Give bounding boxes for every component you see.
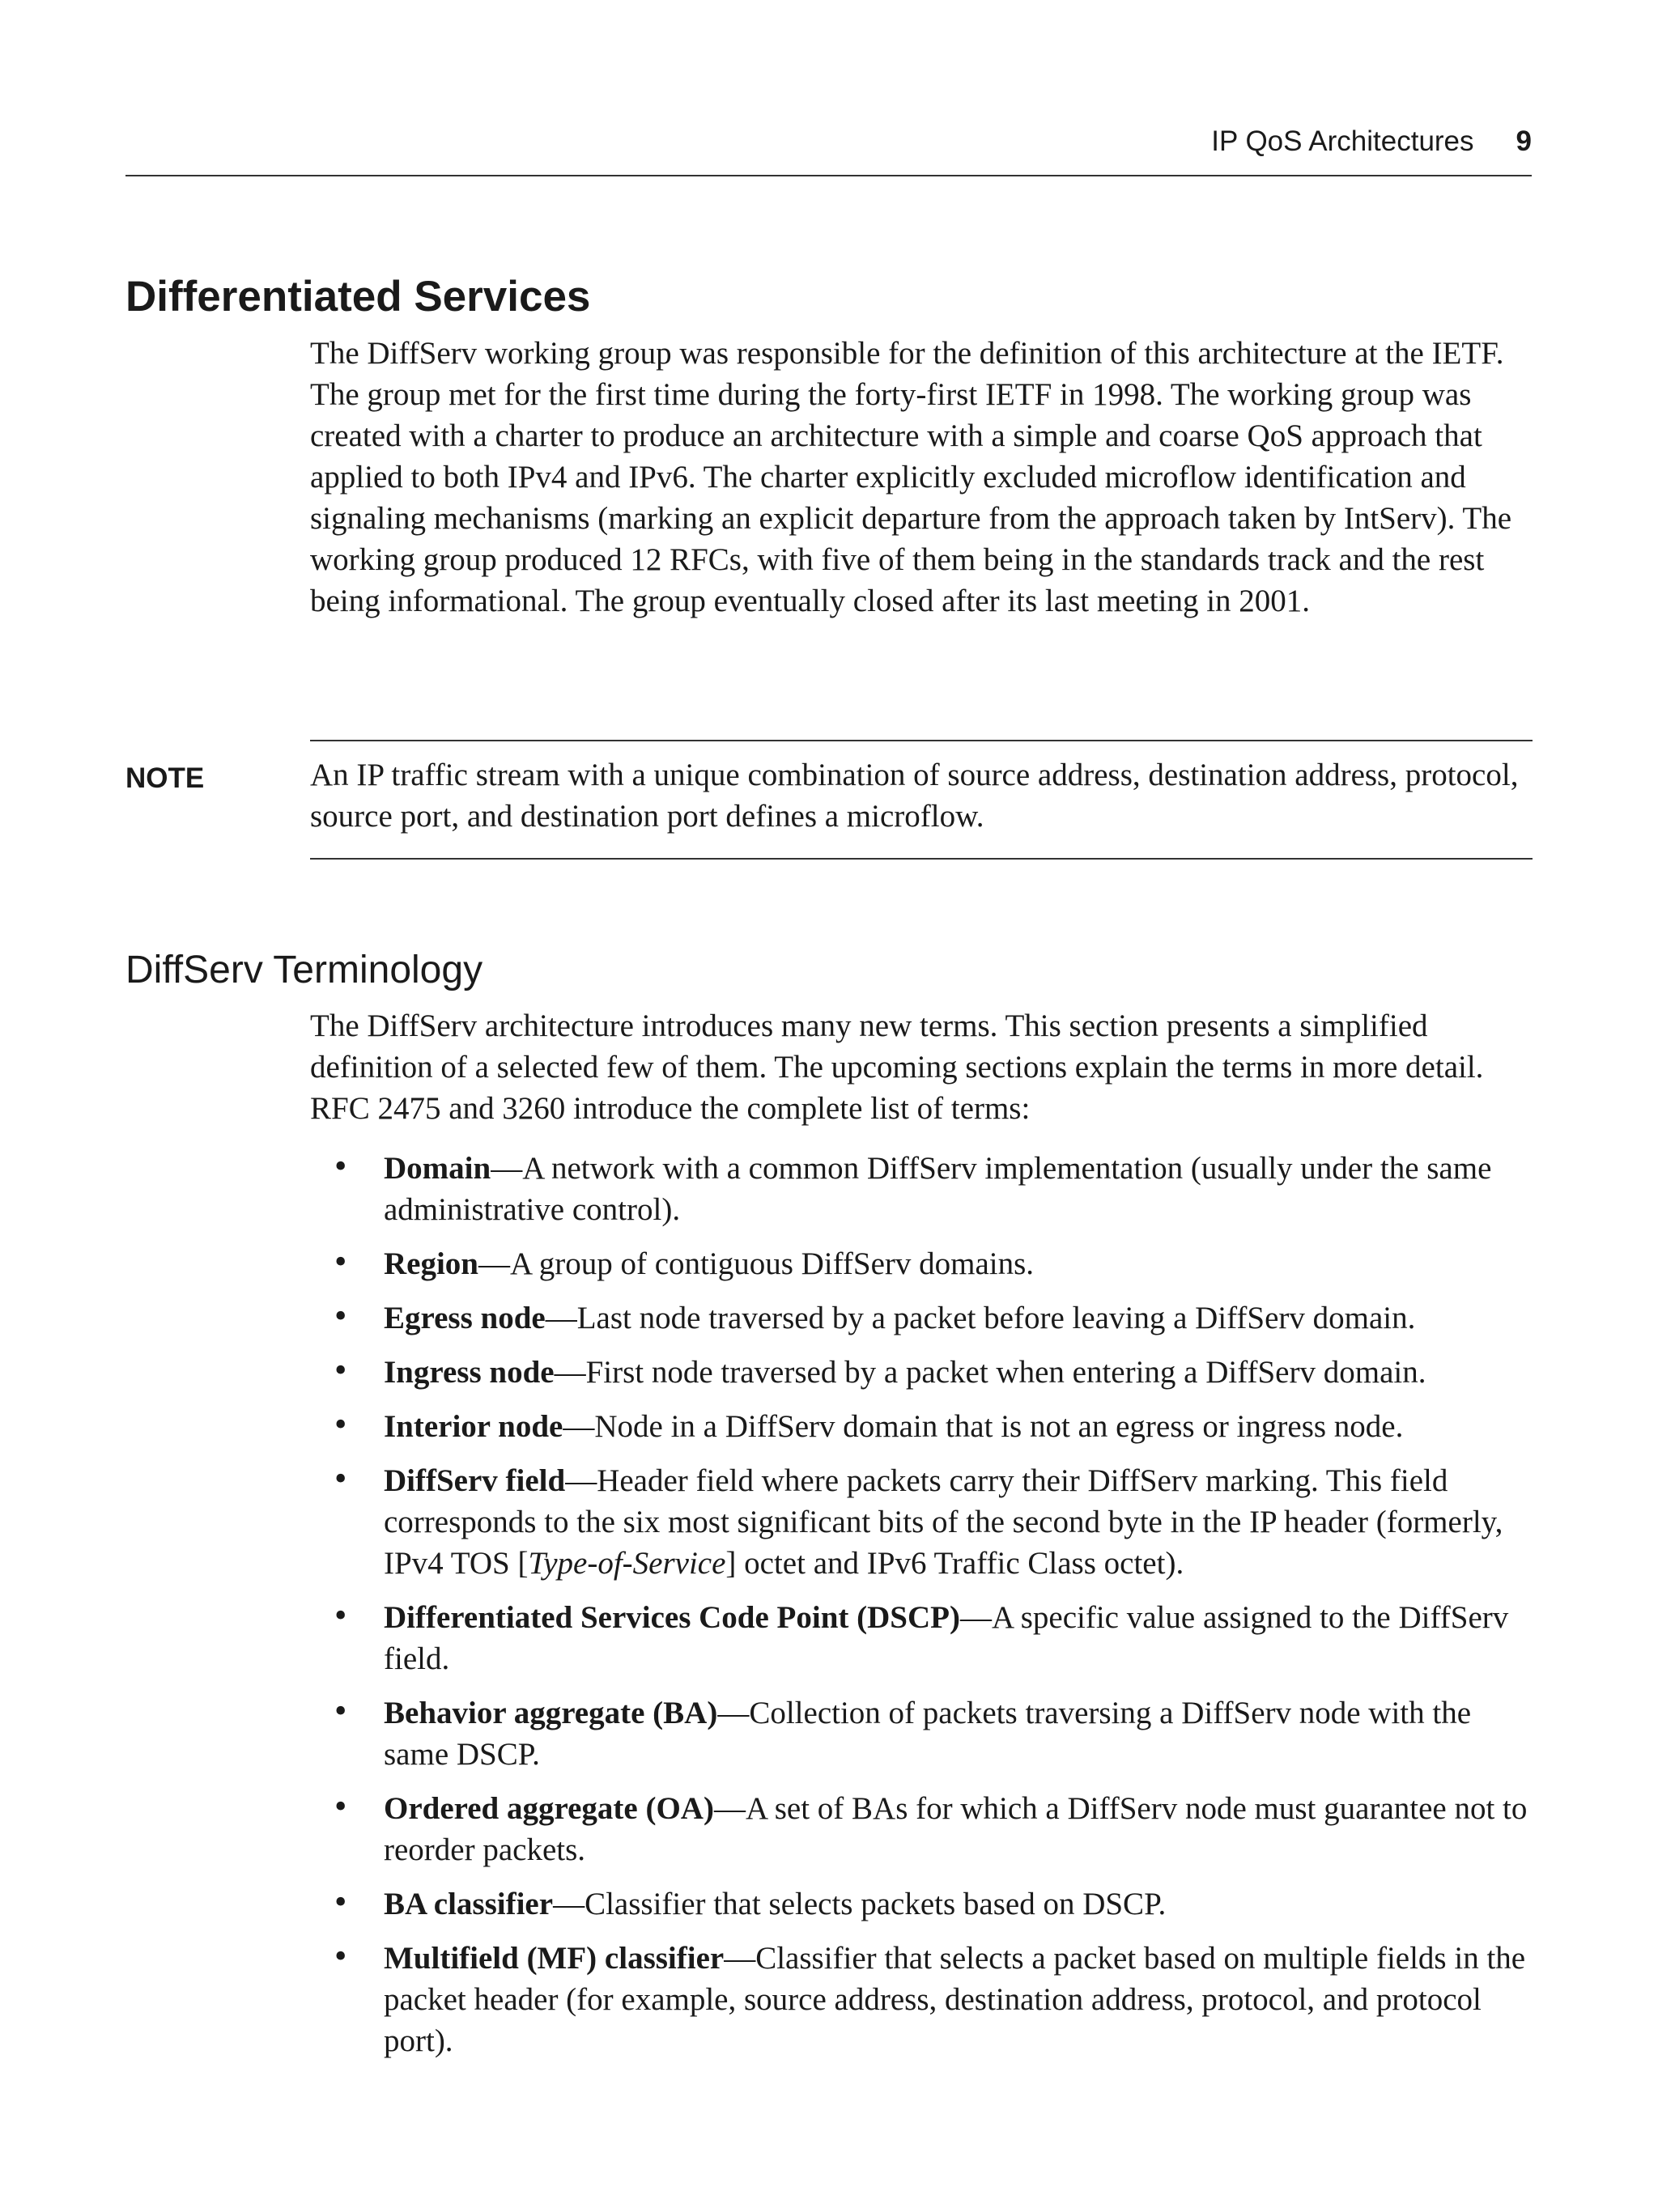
list-item	[310, 1243, 1533, 1284]
list-item	[310, 1883, 1533, 1925]
list-item	[310, 1938, 1533, 2061]
term-definition: —A set of BAs for which a DiffServ node must guarantee not to reorder packets.	[384, 1791, 1528, 1867]
term-name: Multifield (MF) classifier	[384, 1941, 725, 1976]
running-header	[125, 117, 1532, 166]
list-item	[310, 1597, 1533, 1679]
note-text: An IP traffic stream with a unique combination of source address, destination address, protocol, source port, and destination port defines a microflow.	[310, 758, 1519, 834]
term-definition: —First node traversed by a packet when entering a DiffServ domain.	[554, 1355, 1426, 1390]
term-definition: —Collection of packets traversing a DiffServ node with the same DSCP.	[384, 1696, 1472, 1772]
intro-paragraph: The DiffServ working group was responsible for the definition of this architecture at the IETF. The group met for the first time during the forty-first IETF in 1998. The working group was created with a charter to produce an architecture with a simple and coarse QoS approach that applied to both IPv4 and IPv6. The charter explicitly excluded microflow identification and signaling mechanisms (marking an explicit departure from the approach taken by IntServ). The working group produced 12 RFCs, with five of them being in the standards track and the rest being informational. The group eventually closed after its last meeting in 2001.	[310, 336, 1512, 618]
note-bottom-rule	[310, 858, 1533, 860]
list-item	[310, 1460, 1533, 1584]
term-definition-italic: Type-of-Service	[528, 1546, 726, 1581]
note-top-rule	[310, 740, 1533, 741]
list-item	[310, 1148, 1533, 1230]
bullet-icon: •	[334, 1936, 347, 1976]
term-name: Interior node	[384, 1409, 563, 1444]
term-definition: —Last node traversed by a packet before leaving a DiffServ domain.	[545, 1301, 1416, 1335]
page-number: 9	[1516, 125, 1532, 157]
header-rule	[125, 175, 1532, 176]
term-definition: —A group of contiguous DiffServ domains.	[478, 1246, 1035, 1281]
list-item	[310, 1406, 1533, 1447]
bullet-icon: •	[334, 1242, 347, 1281]
list-item	[310, 1297, 1533, 1339]
term-definition: —Classifier that selects a packet based on multiple fields in the packet header (for example, source address, destination address, protocol, and protocol port).	[384, 1941, 1526, 2058]
bullet-icon: •	[334, 1404, 347, 1444]
terms-list	[310, 1148, 1533, 2074]
term-definition: —A network with a common DiffServ implementation (usually under the same administrative control).	[384, 1151, 1492, 1227]
subsection-heading: DiffServ Terminology	[125, 949, 483, 991]
term-name: Egress node	[384, 1301, 546, 1335]
term-name: Ingress node	[384, 1355, 555, 1390]
term-name: BA classifier	[384, 1887, 554, 1921]
bullet-icon: •	[334, 1691, 347, 1730]
bullet-icon: •	[334, 1882, 347, 1921]
bullet-icon: •	[334, 1296, 347, 1335]
term-definition: —A specific value assigned to the DiffServ field.	[384, 1600, 1509, 1676]
bullet-icon: •	[334, 1458, 347, 1498]
bullet-icon: •	[334, 1595, 347, 1635]
term-definition: —Classifier that selects packets based on DSCP.	[553, 1887, 1167, 1921]
term-name: Region	[384, 1246, 478, 1281]
term-name: DiffServ field	[384, 1463, 566, 1498]
bullet-icon: •	[334, 1350, 347, 1390]
term-name: Ordered aggregate (OA)	[384, 1791, 714, 1826]
note-label: NOTE	[125, 762, 205, 794]
running-header-section: IP QoS Architectures	[1211, 125, 1474, 157]
term-name: Differentiated Services Code Point (DSCP)	[384, 1600, 960, 1635]
term-definition: —Header field where packets carry their DiffServ marking. This field corresponds to the six most significant bits of the second byte in the IP header (formerly, IPv4 TOS [	[384, 1463, 1503, 1581]
terms-intro-paragraph: The DiffServ architecture introduces many new terms. This section presents a simplified definition of a selected few of them. The upcoming sections explain the terms in more detail. RFC 2475 and 3260 introduce the complete list of terms:	[310, 1008, 1484, 1126]
list-item	[310, 1692, 1533, 1775]
term-definition-end: ] octet and IPv6 Traffic Class octet).	[725, 1546, 1184, 1581]
list-item	[310, 1352, 1533, 1393]
bullet-icon: •	[334, 1146, 347, 1186]
term-name: Domain	[384, 1151, 491, 1186]
term-name: Behavior aggregate (BA)	[384, 1696, 718, 1730]
list-item	[310, 1788, 1533, 1870]
section-heading: Differentiated Services	[125, 273, 591, 321]
bullet-icon: •	[334, 1786, 347, 1826]
term-definition: —Node in a DiffServ domain that is not an egress or ingress node.	[563, 1409, 1404, 1444]
